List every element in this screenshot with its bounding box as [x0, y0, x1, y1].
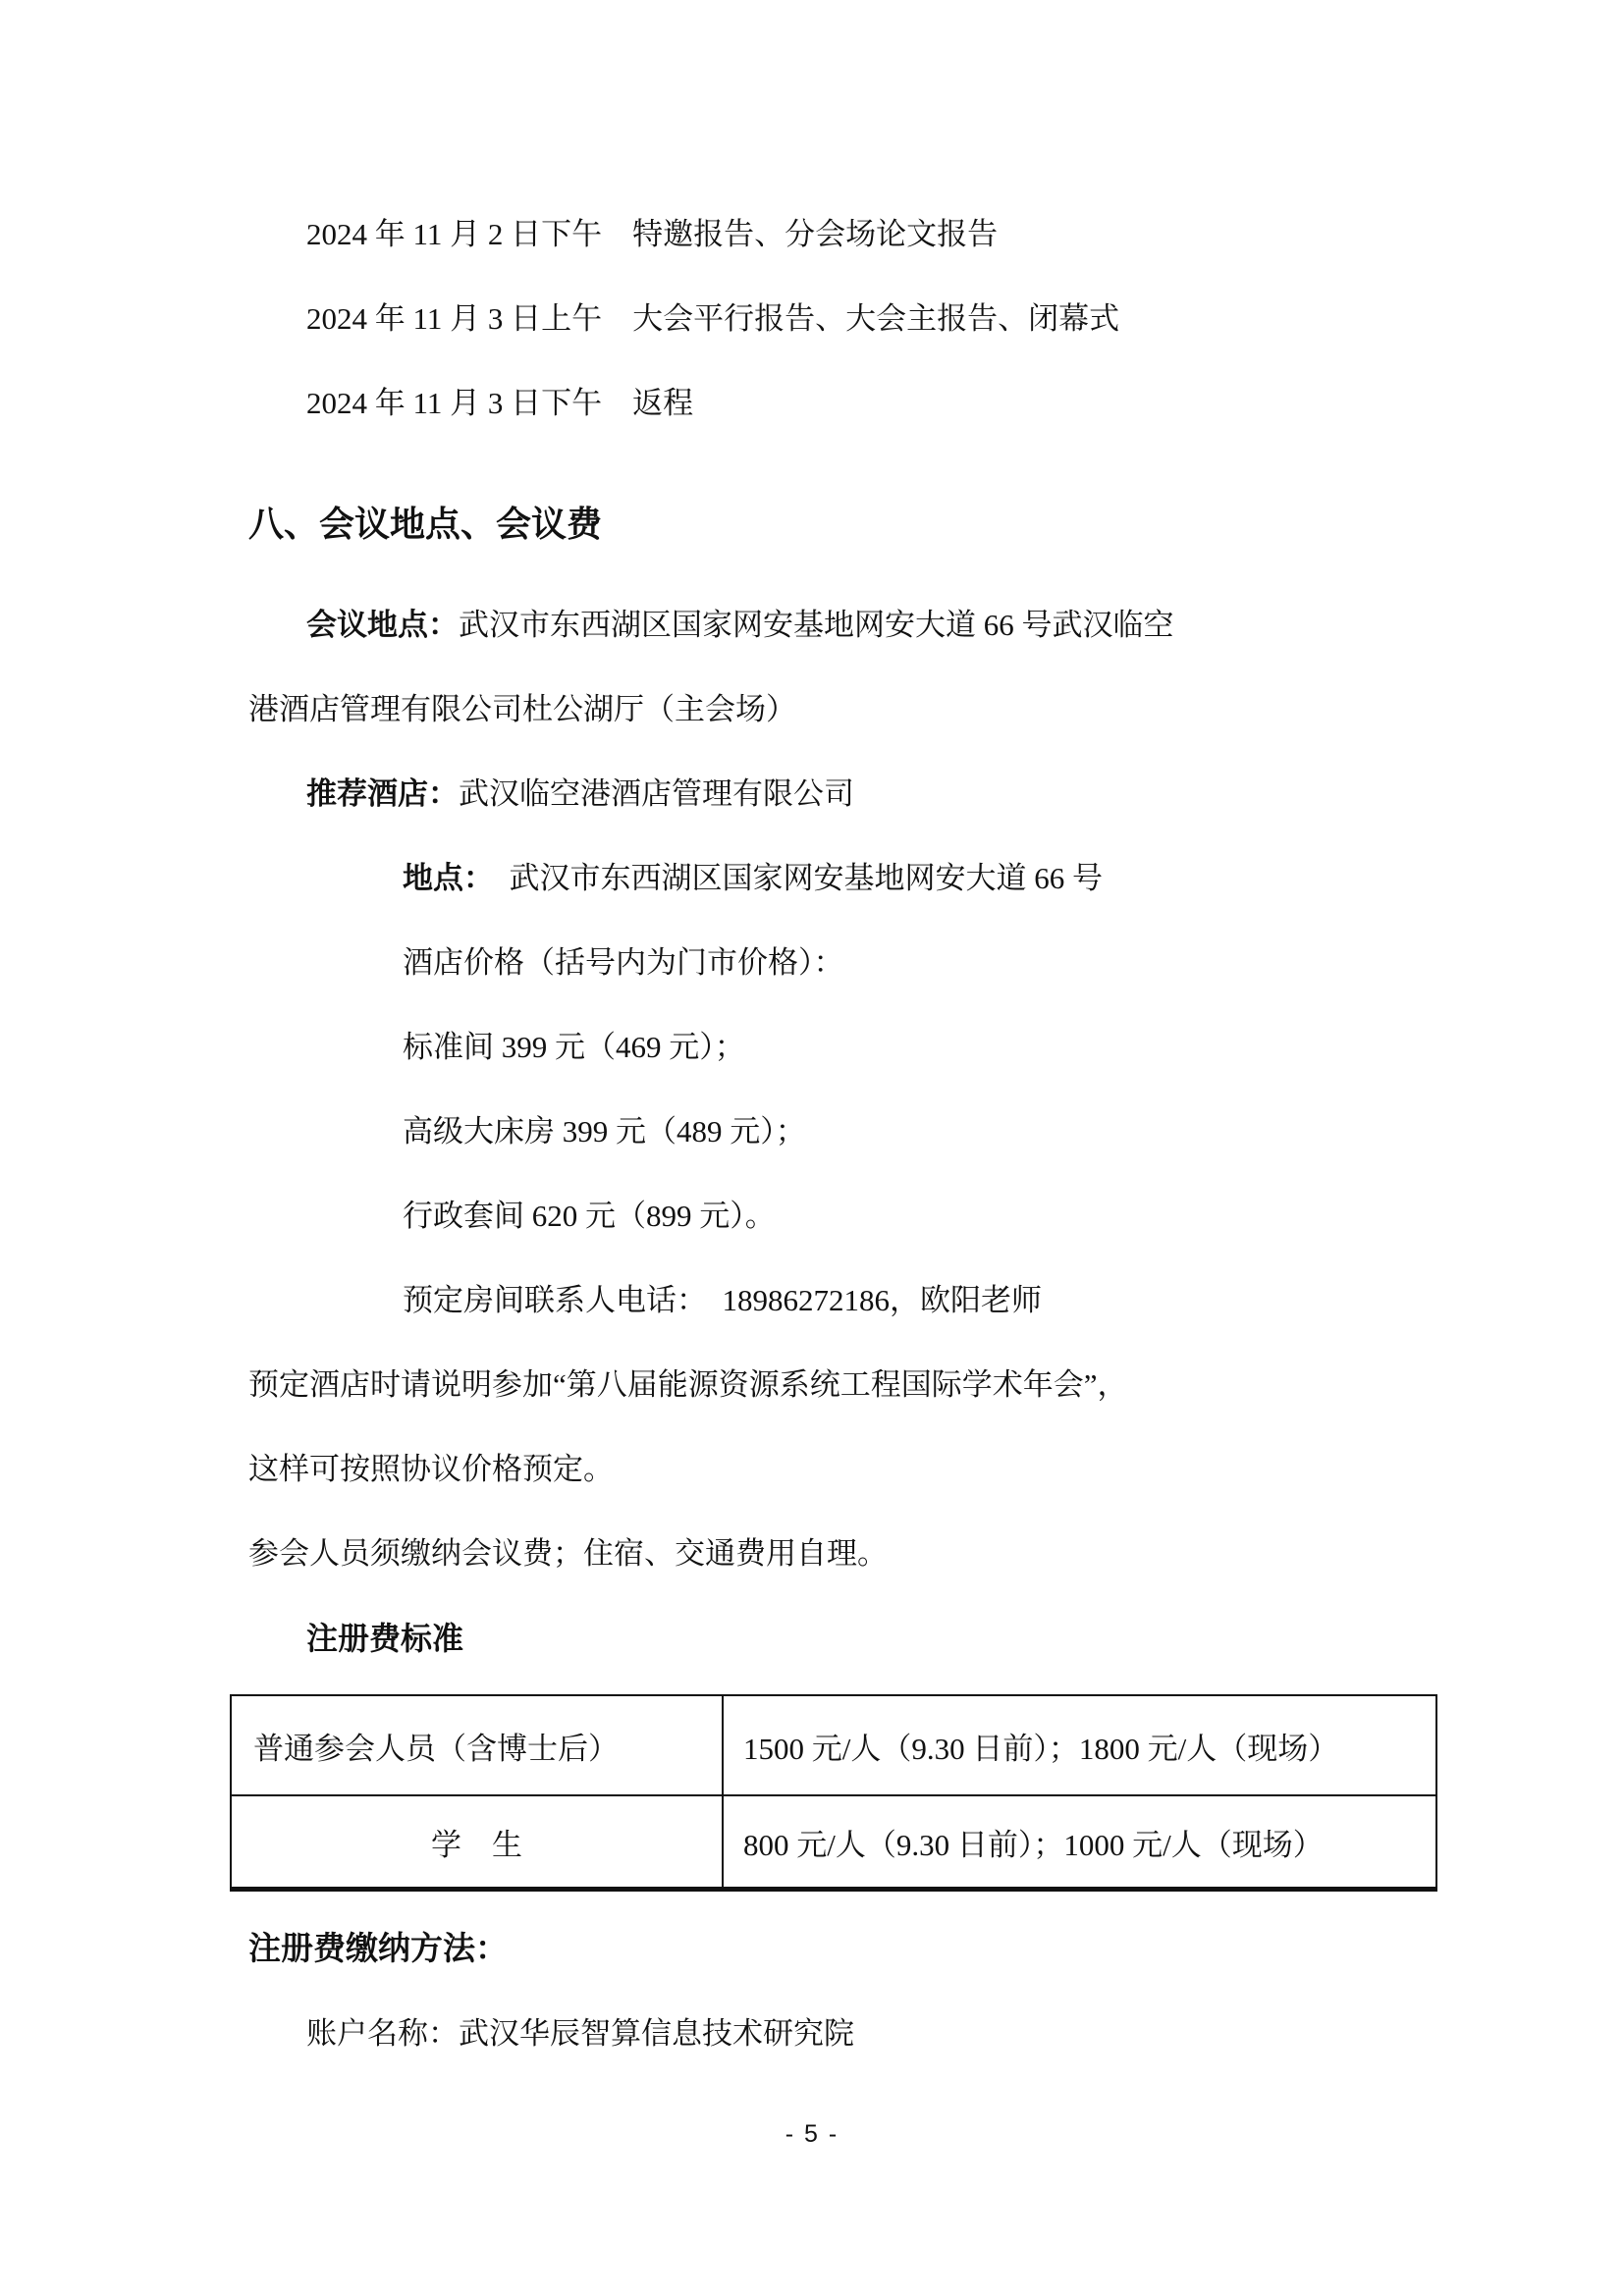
hotel-price-standard-room: 标准间 399 元（469 元）； — [403, 1030, 745, 1064]
hotel-address-line — [403, 836, 1624, 921]
hotel-price-executive-suite: 行政套间 620 元（899 元）。 — [403, 1199, 776, 1233]
fee-category-cell: 普通参会人员（含博士后） — [231, 1695, 723, 1795]
schedule-line-2: 2024 年 11 月 3 日上午 大会平行报告、大会主报告、闭幕式 — [306, 301, 1120, 336]
recommended-hotel-name: 武汉临空港酒店管理有限公司 — [459, 776, 854, 811]
recommended-hotel-line — [306, 752, 1624, 836]
booking-note-line-2: 这样可按照协议价格预定。 — [248, 1452, 614, 1486]
fee-amount-cell: 1500 元/人（9.30 日前）；1800 元/人（现场） — [723, 1695, 1436, 1795]
account-name-line: 账户名称：武汉华辰智算信息技术研究院 — [306, 2016, 854, 2051]
fee-amount-cell: 800 元/人（9.30 日前）；1000 元/人（现场） — [723, 1795, 1436, 1890]
booking-note-line-1: 预定酒店时请说明参加“第八届能源资源系统工程国际学术年会”， — [248, 1367, 1128, 1402]
hotel-price-note: 酒店价格（括号内为门市价格）： — [403, 945, 844, 980]
section-heading: 八、会议地点、会议费 — [248, 505, 603, 544]
venue-line-1 — [306, 583, 1624, 667]
venue-text: 武汉市东西湖区国家网安基地网安大道 66 号武汉临空 — [459, 608, 1174, 642]
venue-label: 会议地点： — [306, 608, 459, 642]
hotel-address-label: 地点： — [403, 861, 479, 895]
page-number: - 5 - — [785, 2120, 839, 2148]
hotel-price-deluxe-room: 高级大床房 399 元（489 元）； — [403, 1114, 806, 1148]
schedule-line-3: 2024 年 11 月 3 日下午 返程 — [306, 386, 694, 420]
fee-note-line: 参会人员须缴纳会议费；住宿、交通费用自理。 — [248, 1536, 888, 1571]
booking-contact-line: 预定房间联系人电话： 18986272186，欧阳老师 — [403, 1283, 1042, 1317]
table-row-student — [231, 1795, 1436, 1890]
payment-method-heading: 注册费缴纳方法： — [248, 1932, 508, 1967]
schedule-line-1: 2024 年 11 月 2 日下午 特邀报告、分会场论文报告 — [306, 217, 999, 251]
hotel-address-text: 武汉市东西湖区国家网安基地网安大道 66 号 — [478, 861, 1103, 895]
table-row-general — [231, 1695, 1436, 1795]
registration-fee-table — [230, 1694, 1437, 1892]
registration-fee-heading: 注册费标准 — [306, 1621, 464, 1656]
recommended-hotel-label: 推荐酒店： — [306, 776, 459, 811]
venue-line-2: 港酒店管理有限公司杜公湖厅（主会场） — [248, 692, 796, 726]
fee-category-cell: 学 生 — [231, 1795, 723, 1890]
